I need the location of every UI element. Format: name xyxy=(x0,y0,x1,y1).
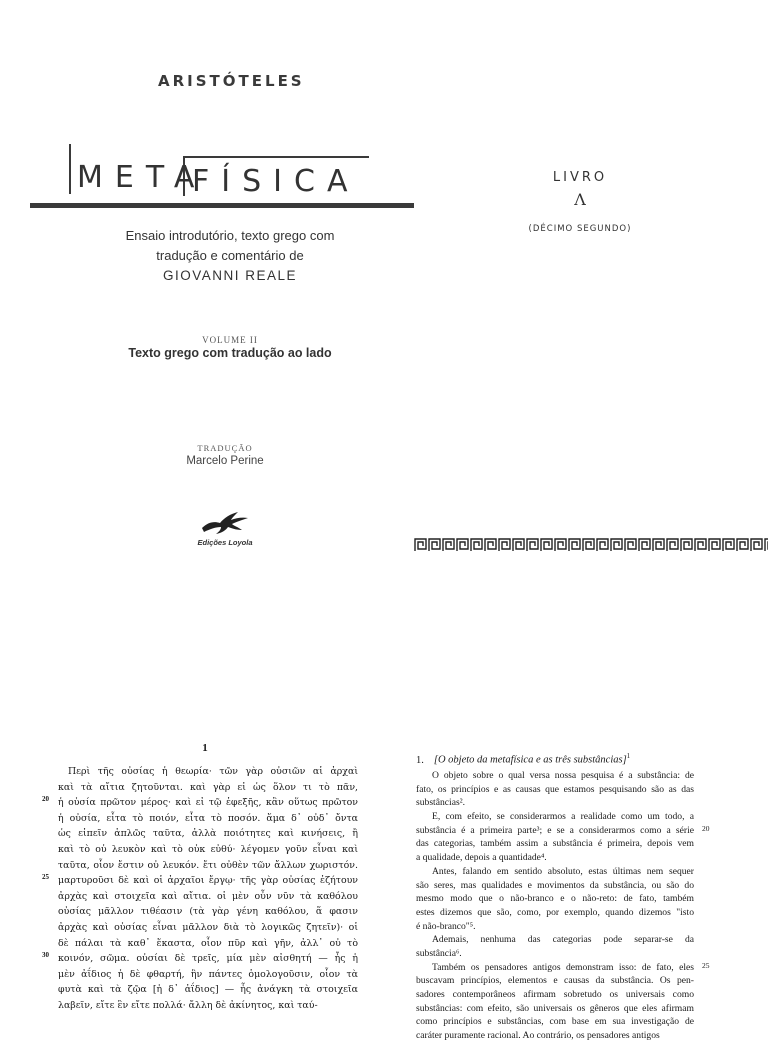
translation-line: mesmo modo que o não-branco e o não-reto: de fato, também xyxy=(416,893,694,905)
title-rule-bottom xyxy=(30,203,414,208)
translation-line: Também os pensadores antigos demonstram isso: de fato, eles xyxy=(432,961,694,973)
translation-line: são seres, mas qualidades e movimentos da substância, ou são do xyxy=(416,879,694,891)
greek-line: καὶ τὸ οὐ λευκὸν καὶ τὸ οὐκ εὐθύ· λέγομεν γοῦν εἶναι καὶ xyxy=(58,843,358,855)
translation-line: das categorias, também assim a substância é primeira, depois vem xyxy=(416,838,694,850)
translation-line: O objeto sobre o qual versa nossa pesquisa é a substância: de xyxy=(432,770,694,781)
greek-line: ἀρχὰς καὶ οὐσίας εἶναι μᾶλλον διὰ τὸ λογικῶς ζητεῖν)· οἱ xyxy=(58,921,358,933)
translation-line: Antes, falando em sentido absoluto, estas últimas nem sequer xyxy=(432,865,694,877)
translation-line: E, com efeito, se considerarmos a realidade como um todo, a xyxy=(432,811,694,823)
book-subtitle: (DÉCIMO SEGUNDO) xyxy=(528,224,632,234)
greek-line: ἀρχὰς καὶ στοιχεῖα καὶ αἴτια. οἱ μὲν οὖν νῦν τὰ καθόλου xyxy=(58,890,358,902)
greek-line: ταῦτα, οἷον ἔστιν οὐ λευκόν. ἔτι οὐθὲν τῶν ἄλλων χωριστόν. xyxy=(58,859,358,871)
book-label: LIVRO xyxy=(552,170,608,185)
greek-line: Περὶ τῆς οὐσίας ἡ θεωρία· τῶν γὰρ οὐσιῶν αἱ ἀρχαὶ xyxy=(68,766,358,777)
title-part-meta: META xyxy=(77,160,207,195)
title-rule-top xyxy=(183,156,369,158)
volume-label: VOLUME II xyxy=(202,335,258,345)
translation-line: substâncias². xyxy=(416,797,465,809)
subtitle-line-2: tradução e comentário de xyxy=(156,248,304,263)
greek-line: δὲ πάλαι τὰ καθ᾽ ἕκαστα, οἷον πῦρ καὶ γῆν, ἀλλ᾽ οὐ τὸ xyxy=(58,937,358,949)
greek-line: ἡ οὐσία, εἶτα τὸ ποιόν, εἶτα τὸ ποσόν. ἅμα δ᾽ οὐδ᾽ ὄντα xyxy=(58,812,358,824)
line-number: 20 xyxy=(42,795,49,804)
line-number: 25 xyxy=(702,960,710,970)
line-number: 30 xyxy=(42,951,49,960)
translation-line: a qualidade, depois a quantidade⁴. xyxy=(416,852,547,864)
line-number: 20 xyxy=(702,823,710,833)
author-name: ARISTÓTELES xyxy=(158,72,305,90)
section-heading xyxy=(416,752,716,766)
subtitle-line-1: Ensaio introdutório, texto grego com xyxy=(125,228,335,243)
translation-line: como princípios e substâncias, com base em sua investigação de xyxy=(416,1016,694,1028)
line-number: 25 xyxy=(42,873,49,882)
translation-line: Ademais, nenhuma das categorias pode separar-se da xyxy=(432,934,694,946)
greek-line: φυτὰ καὶ τὰ ζῷα [ἡ δ᾽ ἀΐδιος] — ἧς ἀνάγκη τὰ στοιχεῖα xyxy=(58,984,358,996)
greek-line: κοινόν, σῶμα. οὐσίαι δὲ τρεῖς, μία μὲν αἰσθητή — ἧς ἡ xyxy=(58,953,358,965)
translation-label: TRADUÇÃO xyxy=(197,443,253,453)
translation-line: buscavam princípios, elementos e causas da substância. Os pen- xyxy=(416,975,694,987)
translation-line: substância é a primeira parte³; e se a considerarmos como a série xyxy=(416,824,694,836)
translation-line: fato, os princípios e as causas que estamos pesquisando são as das xyxy=(416,783,694,795)
volume-subtitle: Texto grego com tradução ao lado xyxy=(128,346,332,360)
greek-line: μὲν ἀΐδιος ἡ δὲ φθαρτή, ἣν πάντες ὁμολογοῦσιν, οἷον τὰ xyxy=(58,968,358,980)
translation-line: é não-branco"⁵. xyxy=(416,920,476,932)
greek-text xyxy=(42,764,358,1014)
title-part-fisica: FÍSICA xyxy=(192,164,360,199)
translation-text xyxy=(416,769,710,1043)
translation-line: caráter puramente racional. Ao contrário, os pensadores antigos xyxy=(416,1030,660,1042)
translation-line: substâncias: com efeito, são universais os gêneros que eles afirmam xyxy=(416,1002,694,1014)
winged-horse-icon xyxy=(198,508,250,536)
greek-line: ὡς εἰπεῖν ἁπλῶς ταῦτα, ἀλλὰ ποιότητες καὶ κινήσεις, ἢ xyxy=(58,828,358,840)
greek-line: ἡ οὐσία πρῶτον μέρος· καὶ εἰ τῷ ἐφεξῆς, κἂν οὕτως πρῶτον xyxy=(58,797,358,809)
section-number: 1. xyxy=(416,754,424,766)
title-rule-left xyxy=(69,144,71,194)
translation-line: substância⁶. xyxy=(416,947,462,959)
greek-line: μαρτυροῦσι δὲ καὶ οἱ ἀρχαῖοι ἔργῳ· τῆς γὰρ οὐσίας ἐζήτουν xyxy=(58,875,358,887)
subtitle xyxy=(100,226,360,266)
translator-name: Marcelo Perine xyxy=(186,455,264,467)
publisher-name: Edições Loyola xyxy=(197,538,253,547)
editor-name: GIOVANNI REALE xyxy=(162,268,298,283)
greek-line: λαβεῖν, εἴτε ἓν εἴτε πολλά· ἄλλη δὲ ἀκίνητος, καὶ ταύ- xyxy=(58,999,318,1011)
greek-chapter-number: 1 xyxy=(202,742,208,754)
greek-line: καὶ τὰ αἴτια ζητοῦνται. καὶ γὰρ εἰ ὡς ὅλον τι τὸ πᾶν, xyxy=(58,781,358,793)
greek-line: οὐσίας μᾶλλον τιθέασιν (τὰ γὰρ γένη καθόλου, ἅ φασιν xyxy=(58,906,358,918)
translation-line: sadores contemporâneos afirmam sobretudo os universais como xyxy=(416,989,694,1000)
section-note-ref: 1 xyxy=(626,752,631,760)
greek-key-border-icon xyxy=(414,538,768,552)
book-letter: Λ xyxy=(574,190,586,209)
translation-line: estes dizemos que são, como, por exemplo, quando dizemos "isto xyxy=(416,906,694,918)
section-title: [O objeto da metafísica e as três substâncias] xyxy=(433,754,627,766)
